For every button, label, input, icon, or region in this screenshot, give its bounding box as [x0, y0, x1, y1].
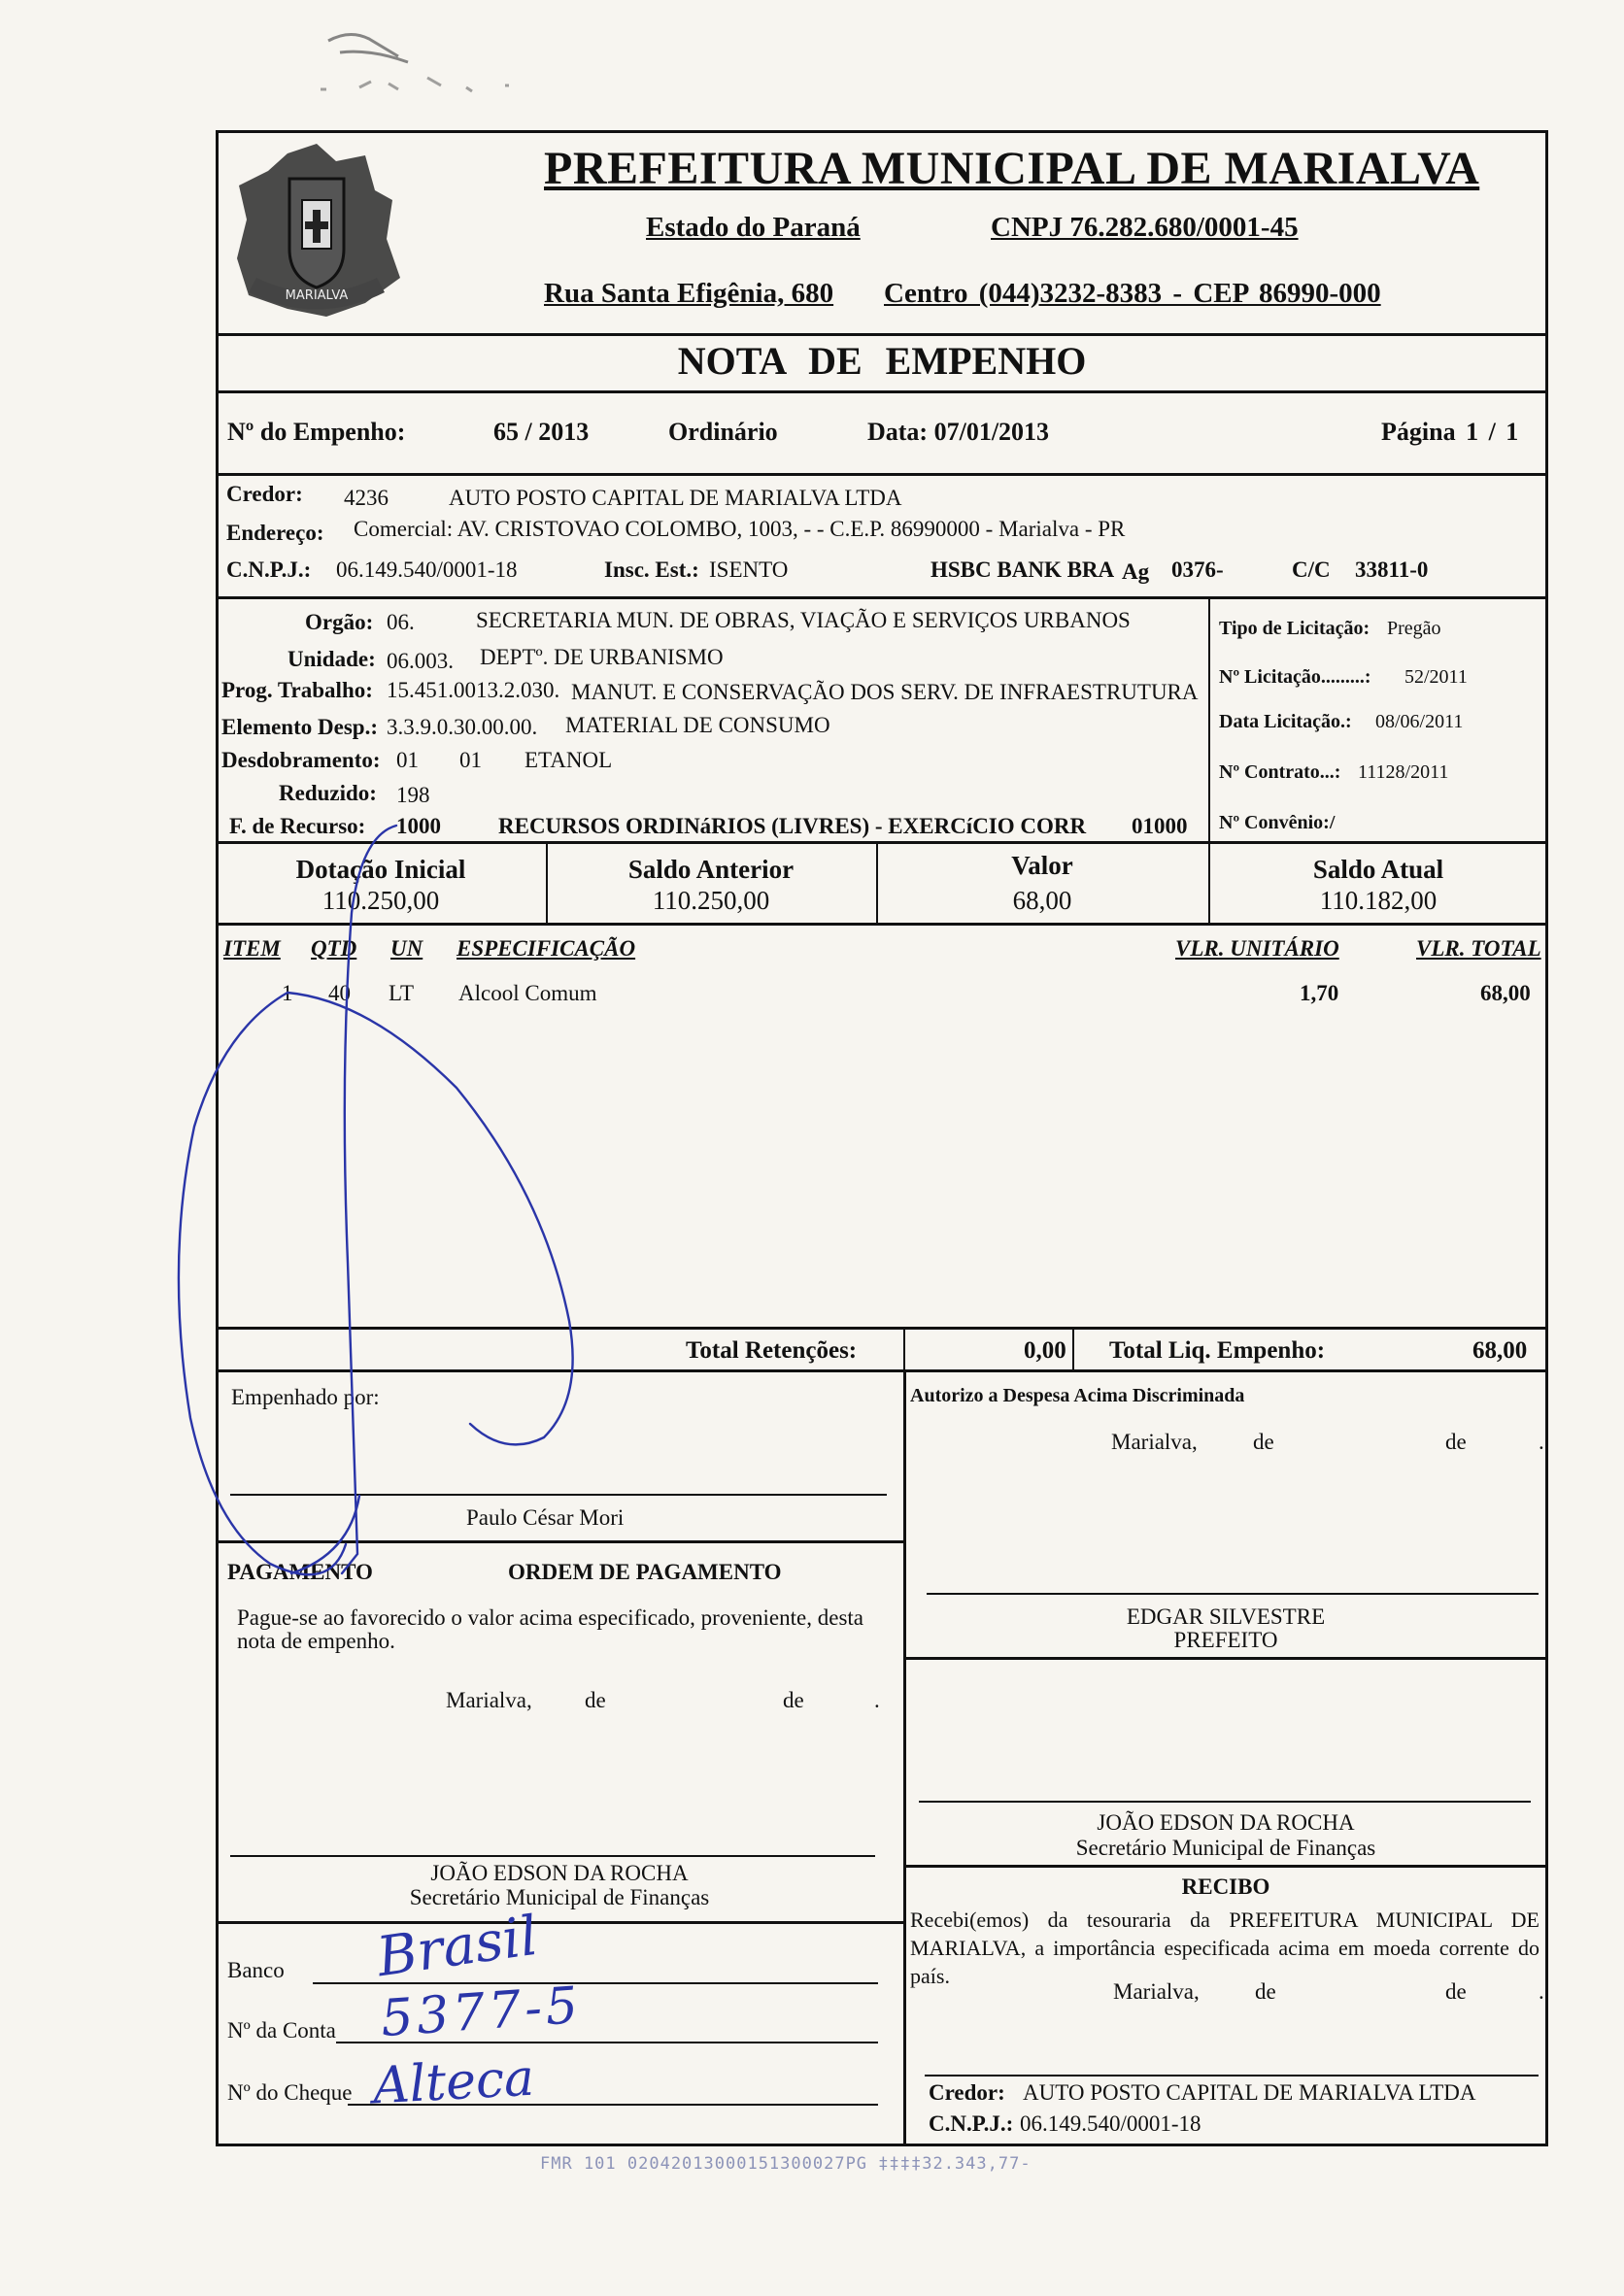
elemento-desc: MATERIAL DE CONSUMO	[565, 713, 830, 737]
agency-label: Ag	[1122, 559, 1150, 584]
handwritten-check: Alteca	[371, 2048, 536, 2116]
unidade-label: Unidade:	[288, 647, 376, 671]
items-header-item: ITEM	[223, 936, 281, 961]
retencoes-label: Total Retenções:	[686, 1337, 858, 1364]
recibo-text: Recebi(emos) da tesouraria da PREFEITURA MUNICIPAL DE MARIALVA, a importância especificada acima em moeda corrente do país.	[910, 1908, 1539, 1988]
items-header-spec: ESPECIFICAÇÃO	[457, 936, 636, 961]
credor-cnpj-value: 06.149.540/0001-18	[336, 557, 518, 582]
autorizo-de-2: de	[1445, 1430, 1467, 1454]
recibo-cnpj-value: 06.149.540/0001-18	[1020, 2111, 1201, 2136]
recibo-title: RECIBO	[1181, 1874, 1270, 1899]
licitacao-type-value: Pregão	[1387, 618, 1441, 639]
autorizo-de-1: de	[1253, 1430, 1274, 1454]
liq-empenho-value: 68,00	[1472, 1337, 1528, 1364]
contract-label: Nº Contrato...:	[1219, 761, 1341, 783]
pagamento-label: PAGAMENTO	[227, 1560, 373, 1584]
orgao-code: 06.	[387, 610, 415, 634]
empenho-type: Ordinário	[668, 418, 778, 446]
conta-label: Nº da Conta	[227, 2018, 336, 2043]
licitacao-date-label: Data Licitação.:	[1219, 711, 1352, 732]
insc-label: Insc. Est.:	[604, 557, 699, 582]
mayor-name: EDGAR SILVESTRE	[1126, 1604, 1326, 1629]
elemento-label: Elemento Desp.:	[221, 715, 378, 739]
right-secretary-title: Secretário Municipal de Finanças	[1075, 1836, 1376, 1860]
bank-name: HSBC BANK BRA	[930, 557, 1115, 582]
convenio-label: Nº Convênio:/	[1219, 812, 1336, 833]
agency-value: 0376-	[1171, 557, 1224, 582]
reduzido-value: 198	[396, 783, 430, 807]
banco-label: Banco	[227, 1958, 285, 1982]
recurso-code: 1000	[396, 814, 441, 838]
left-secretary-name: JOÃO EDSON DA ROCHA	[430, 1861, 689, 1885]
desdobramento-desc: ETANOL	[524, 748, 613, 772]
autorizo-period: .	[1539, 1430, 1544, 1454]
pague-text: Pague-se ao favorecido o valor acima especificado, proveniente, desta nota de empenho.	[237, 1605, 863, 1653]
dotacao-label: Dotação Inicial	[295, 855, 466, 884]
credor-code: 4236	[344, 486, 389, 510]
licitacao-date-value: 08/06/2011	[1375, 711, 1464, 732]
liq-empenho-label: Total Liq. Empenho:	[1109, 1337, 1326, 1364]
svg-text:MARIALVA: MARIALVA	[285, 288, 349, 303]
account-value: 33811-0	[1355, 557, 1429, 582]
desdobramento-a: 01	[396, 748, 419, 772]
state-name: Estado do Paraná	[646, 212, 861, 243]
recurso-num: 01000	[1132, 814, 1188, 838]
pague-de-2: de	[783, 1688, 804, 1712]
right-secretary-name: JOÃO EDSON DA ROCHA	[1097, 1810, 1355, 1835]
pague-city: Marialva,	[446, 1688, 532, 1712]
empenho-date: Data: 07/01/2013	[867, 418, 1050, 446]
saldo-atual-label: Saldo Atual	[1312, 855, 1444, 884]
address-street: Rua Santa Efigênia, 680	[544, 278, 834, 309]
account-label: C/C	[1292, 557, 1331, 582]
licitacao-number-value: 52/2011	[1404, 666, 1468, 688]
recibo-de-2: de	[1445, 1979, 1467, 2004]
items-header-total: VLR. TOTAL	[1416, 936, 1541, 961]
address-contact: Centro (044)3232-8383 - CEP 86990-000	[884, 278, 1381, 309]
doc-title: NOTA DE EMPENHO	[677, 339, 1087, 383]
unidade-desc: DEPTº. DE URBANISMO	[480, 645, 724, 669]
empenhado-name: Paulo César Mori	[466, 1505, 625, 1530]
credor-label: Credor:	[226, 482, 303, 506]
items-header-un: UN	[390, 936, 423, 961]
prog-code: 15.451.0013.2.030.	[387, 678, 560, 702]
insc-value: ISENTO	[709, 557, 789, 582]
licitacao-number-label: Nº Licitação.........:	[1219, 666, 1371, 688]
valor-value: 68,00	[1012, 886, 1072, 915]
item-unit-price: 1,70	[1300, 981, 1339, 1005]
item-spec: Alcool Comum	[458, 981, 597, 1005]
footer-code: FMR 101 02042013000151300027PG ‡‡‡‡32.343,77-	[540, 2154, 1032, 2174]
orgao-desc: SECRETARIA MUN. DE OBRAS, VIAÇÃO E SERVIÇOS URBANOS	[476, 608, 1131, 632]
item-number: 1	[282, 981, 293, 1005]
unidade-code: 06.003.	[387, 649, 454, 673]
valor-label: Valor	[1011, 851, 1073, 880]
recibo-de-1: de	[1255, 1979, 1276, 2004]
empenhado-label: Empenhado por:	[231, 1385, 380, 1409]
pague-period: .	[874, 1688, 880, 1712]
credor-cnpj-label: C.N.P.J.:	[226, 557, 312, 582]
contract-value: 11128/2011	[1358, 761, 1449, 783]
city-hall-title: PREFEITURA MUNICIPAL DE MARIALVA	[544, 143, 1480, 194]
saldo-anterior-label: Saldo Anterior	[627, 855, 795, 884]
recurso-label: F. de Recurso:	[229, 814, 366, 838]
endereco-value: Comercial: AV. CRISTOVAO COLOMBO, 1003, - - C.E.P. 86990000 - Marialva - PR	[354, 517, 1126, 541]
reduzido-label: Reduzido:	[279, 781, 377, 805]
handwritten-bank: Brasil	[373, 1904, 542, 1990]
items-header-unit-price: VLR. UNITÁRIO	[1175, 936, 1339, 961]
recibo-credor-label: Credor:	[929, 2080, 1005, 2105]
desdobramento-label: Desdobramento:	[221, 748, 381, 772]
item-quantity: 40	[328, 981, 351, 1005]
ordem-pagamento-label: ORDEM DE PAGAMENTO	[508, 1560, 782, 1584]
page-number: Página 1 / 1	[1381, 418, 1519, 446]
left-secretary-title: Secretário Municipal de Finanças	[409, 1885, 710, 1909]
orgao-label: Orgão:	[305, 610, 374, 634]
empenho-number-label: Nº do Empenho:	[227, 418, 406, 446]
dotacao-value: 110.250,00	[321, 886, 440, 915]
endereco-label: Endereço:	[226, 521, 324, 545]
licitacao-type-label: Tipo de Licitação:	[1219, 618, 1370, 639]
recurso-desc: RECURSOS ORDINáRIOS (LIVRES) - EXERCíCIO CORR	[498, 814, 1087, 838]
recibo-period: .	[1539, 1979, 1544, 2004]
retencoes-value: 0,00	[1024, 1337, 1066, 1364]
saldo-atual-value: 110.182,00	[1319, 886, 1438, 915]
recibo-city: Marialva,	[1113, 1979, 1200, 2004]
handwritten-account: 5377-5	[379, 1975, 584, 2049]
elemento-code: 3.3.9.0.30.00.00.	[387, 715, 538, 739]
empenho-number: 65 / 2013	[493, 418, 590, 446]
autorizo-label: Autorizo a Despesa Acima Discriminada	[910, 1385, 1245, 1406]
cheque-label: Nº do Cheque	[227, 2080, 353, 2105]
cnpj-header: CNPJ 76.282.680/0001-45	[991, 212, 1299, 243]
item-total: 68,00	[1480, 981, 1531, 1005]
recibo-cnpj-label: C.N.P.J.:	[929, 2111, 1014, 2136]
prog-label: Prog. Trabalho:	[221, 678, 373, 702]
credor-name: AUTO POSTO CAPITAL DE MARIALVA LTDA	[449, 486, 902, 510]
recibo-credor-value: AUTO POSTO CAPITAL DE MARIALVA LTDA	[1023, 2080, 1476, 2105]
item-unit: LT	[389, 981, 414, 1005]
desdobramento-b: 01	[459, 748, 482, 772]
prog-desc: MANUT. E CONSERVAÇÃO DOS SERV. DE INFRAESTRUTURA	[571, 680, 1199, 704]
items-header-qtd: QTD	[311, 936, 357, 961]
autorizo-city: Marialva,	[1111, 1430, 1198, 1454]
pague-de-1: de	[585, 1688, 606, 1712]
saldo-anterior-value: 110.250,00	[652, 886, 770, 915]
mayor-title: PREFEITO	[1173, 1628, 1278, 1652]
